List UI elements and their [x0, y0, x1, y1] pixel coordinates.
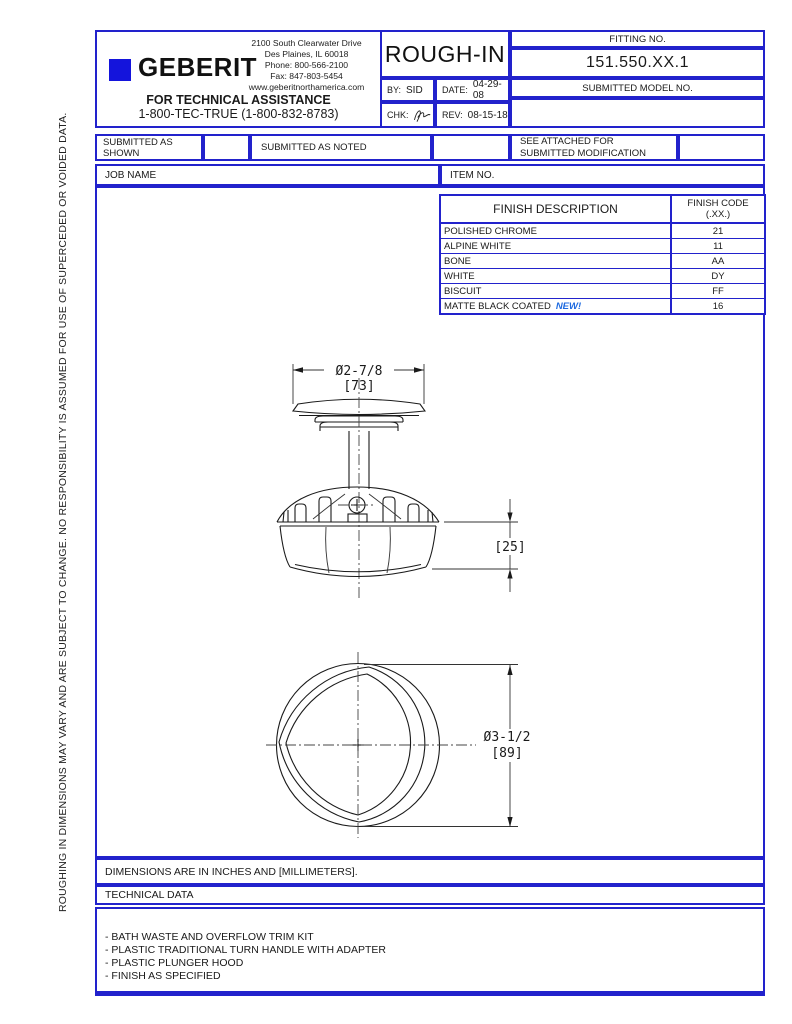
doc-type-title: ROUGH-IN — [380, 30, 510, 78]
table-row: BISCUIT FF — [441, 284, 764, 299]
submitted-noted-checkbox-cell — [432, 134, 510, 161]
technical-item: - PLASTIC PLUNGER HOOD — [105, 957, 244, 969]
table-row: MATTE BLACK COATED NEW! 16 — [441, 299, 764, 313]
dim-bottom-mm: [89] — [491, 746, 523, 761]
brand-name: GEBERIT — [138, 52, 258, 82]
address-line: 2100 South Clearwater Drive — [251, 38, 362, 48]
technical-data-content — [95, 907, 765, 996]
by-cell — [380, 78, 435, 102]
address-line: Des Plaines, IL 60018 — [264, 49, 349, 59]
address-block — [239, 38, 374, 93]
table-row: ALPINE WHITE 11 — [441, 239, 764, 254]
table-row: WHITE DY — [441, 269, 764, 284]
submitted-as-shown-label: SUBMITTED AS SHOWN — [95, 134, 203, 161]
rev-cell — [435, 102, 510, 128]
see-attached-label: SEE ATTACHED FOR SUBMITTED MODIFICATION — [510, 134, 678, 161]
dim-top-inches: Ø2-7/8 — [335, 364, 383, 379]
dim-arrow-left — [293, 367, 303, 372]
chk-cell — [380, 102, 435, 128]
geberit-logo — [109, 52, 257, 83]
rev-label: REV: — [442, 110, 463, 120]
dim-side-mm: [25] — [494, 540, 526, 555]
technical-item: - PLASTIC TRADITIONAL TURN HANDLE WITH ADAPTER — [105, 944, 387, 956]
see-attached-checkbox-cell — [678, 134, 765, 161]
dim-bottom-inches: Ø3-1/2 — [483, 730, 531, 745]
date-label: DATE: — [442, 85, 468, 95]
item-no-cell: ITEM NO. — [440, 164, 765, 186]
rev-value: 08-15-18 — [467, 109, 508, 121]
submitted-as-noted-label: SUBMITTED AS NOTED — [250, 134, 432, 161]
table-row: POLISHED CHROME 21 — [441, 224, 764, 239]
technical-assistance-block — [97, 93, 380, 121]
by-label: BY: — [387, 85, 402, 95]
chk-label: CHK: — [387, 110, 409, 120]
fitting-number: 151.550.XX.1 — [510, 48, 765, 78]
submitted-model-value-cell — [510, 98, 765, 128]
header-brand-cell — [95, 30, 382, 128]
assistance-title: FOR TECHNICAL ASSISTANCE — [146, 93, 331, 107]
finish-description-header: FINISH DESCRIPTION — [441, 196, 672, 222]
vertical-disclaimer: ROUGHING IN DIMENSIONS MAY VARY AND ARE SUBJECT TO CHANGE. NO RESPONSIBILITY IS ASSUMED FOR USE OF SUPERCEDED OR VOIDED DATA. — [57, 112, 69, 912]
date-value: 04-29-08 — [472, 79, 502, 101]
signature-scribble — [412, 106, 433, 124]
submitted-shown-checkbox-cell — [203, 134, 250, 161]
logo-square-icon — [109, 59, 131, 81]
technical-item: - FINISH AS SPECIFIED — [105, 970, 221, 982]
technical-item: - BATH WASTE AND OVERFLOW TRIM KIT — [105, 931, 314, 943]
fitting-no-label: FITTING NO. — [510, 30, 765, 48]
dim-arrow-right — [414, 367, 424, 372]
submitted-model-label: SUBMITTED MODEL NO. — [510, 78, 765, 98]
units-note: DIMENSIONS ARE IN INCHES AND [MILLIMETERS]. — [95, 858, 765, 885]
new-badge: NEW! — [555, 300, 582, 312]
by-value: SID — [406, 84, 423, 96]
matte-black-row-desc: MATTE BLACK COATED NEW! — [441, 299, 672, 313]
drawing-area — [95, 186, 765, 858]
date-cell — [435, 78, 510, 102]
table-row: BONE AA — [441, 254, 764, 269]
dim-top-mm: [73] — [343, 379, 375, 394]
finish-code-header: FINISH CODE (.XX.) — [687, 198, 749, 220]
address-line: Fax: 847-803-5454 — [270, 71, 343, 81]
job-name-cell: JOB NAME — [95, 164, 440, 186]
assistance-phone: 1-800-TEC-TRUE (1-800-832-8783) — [138, 107, 339, 121]
website-url: www.geberitnorthamerica.com — [248, 82, 365, 92]
technical-data-title: TECHNICAL DATA — [95, 885, 765, 905]
address-line: Phone: 800-566-2100 — [264, 60, 349, 70]
bath-drain-technical-drawing — [98, 188, 758, 856]
